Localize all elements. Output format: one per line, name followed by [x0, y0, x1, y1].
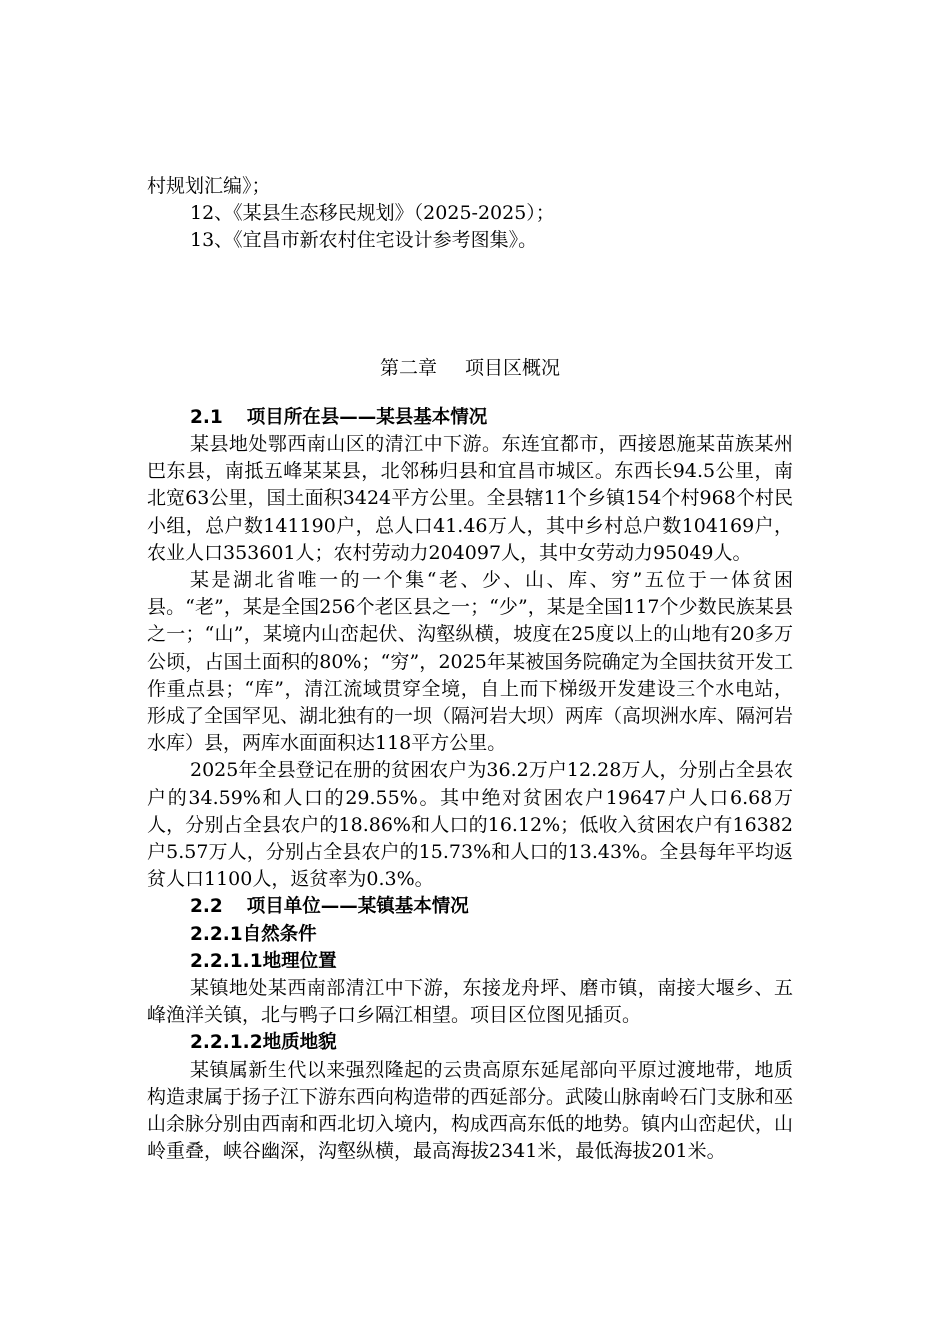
- section-number: 2.1: [190, 406, 223, 428]
- section-number: 2.2: [190, 896, 223, 918]
- section-title: 项目所在县——某县基本情况: [246, 406, 488, 428]
- section-heading-2-2-1: 2.2.1自然条件: [190, 923, 317, 945]
- paragraph-county-poverty-stats: 2025年全县登记在册的贫困农户为36.2万户12.28万人，分别占全县农户的34.59%和人口的29.55%。其中绝对贫困农户19647户人口6.68万人，分别占全县农户的18.86%和人口的16.12%；低收入贫困农户有16382户5.57万人，分别占全县农户的15.73%和人口的13.43%。全县每年平均返贫人口1100人，返贫率为0.3%。: [147, 759, 793, 891]
- section-heading-2-2-1-1: 2.2.1.1地理位置: [190, 950, 337, 972]
- document-page: [147, 173, 793, 1166]
- reference-item-12: 12、《某县生态移民规划》（2025-2025）；: [190, 202, 555, 225]
- paragraph-county-poverty-features: 某是湖北省唯一的一个集“老、少、山、库、穷”五位于一体贫困县。“老”，某是全国256个老区县之一；“少”，某是全国117个少数民族某县之一；“山”，某境内山峦起伏、沟壑纵横，坡度在25度以上的山地有20多万公顷，占国土面积的80%；“穷”，2025年某被国务院确定为全国扶贫开发工作重点县；“库”，清江流域贯穿全境，自上而下梯级开发建设三个水电站，形成了全国罕见、湖北独有的一坝（隔河岩大坝）两库（高坝洲水库、隔河岩水库）县，两库水面面积达118平方公里。: [147, 569, 794, 755]
- paragraph-location: 某镇地处某西南部清江中下游，东接龙舟坪、磨市镇，南接大堰乡、五峰渔洋关镇，北与鸭子口乡隔江相望。项目区位图见插页。: [147, 977, 793, 1027]
- section-heading-2-1: [147, 404, 793, 431]
- reference-item-13: 13、《宜昌市新农村住宅设计参考图集》。: [190, 229, 538, 252]
- chapter-heading: [147, 255, 793, 404]
- paragraph-geology: 某镇属新生代以来强烈隆起的云贵高原东延尾部向平原过渡地带，地质构造隶属于扬子江下游东西向构造带的西延部分。武陵山脉南岭石门支脉和巫山余脉分别由西南和西北切入境内，构成西高东低的地势。镇内山峦起伏，山岭重叠，峡谷幽深，沟壑纵横，最高海拔2341米，最低海拔201米。: [147, 1058, 794, 1163]
- paragraph-county-overview: 某县地处鄂西南山区的清江中下游。东连宜都市，西接恩施某苗族某州巴东县，南抵五峰某某县，北邻秭归县和宜昌市城区。东西长94.5公里，南北宽63公里，国土面积3424平方公里。全县辖11个乡镇154个村968个村民小组，总户数141190户，总人口41.46万人，其中乡村总户数104169户，农业人口353601人；农村劳动力204097人，其中女劳动力95049人。: [147, 433, 793, 564]
- section-heading-2-2: [147, 893, 793, 920]
- chapter-number: 第二章: [379, 356, 437, 379]
- chapter-title: 项目区概况: [465, 356, 561, 379]
- section-heading-2-2-1-2: 2.2.1.2地质地貌: [190, 1032, 337, 1054]
- text-line-continuation: 村规划汇编》；: [147, 175, 271, 197]
- section-title: 项目单位——某镇基本情况: [246, 896, 469, 918]
